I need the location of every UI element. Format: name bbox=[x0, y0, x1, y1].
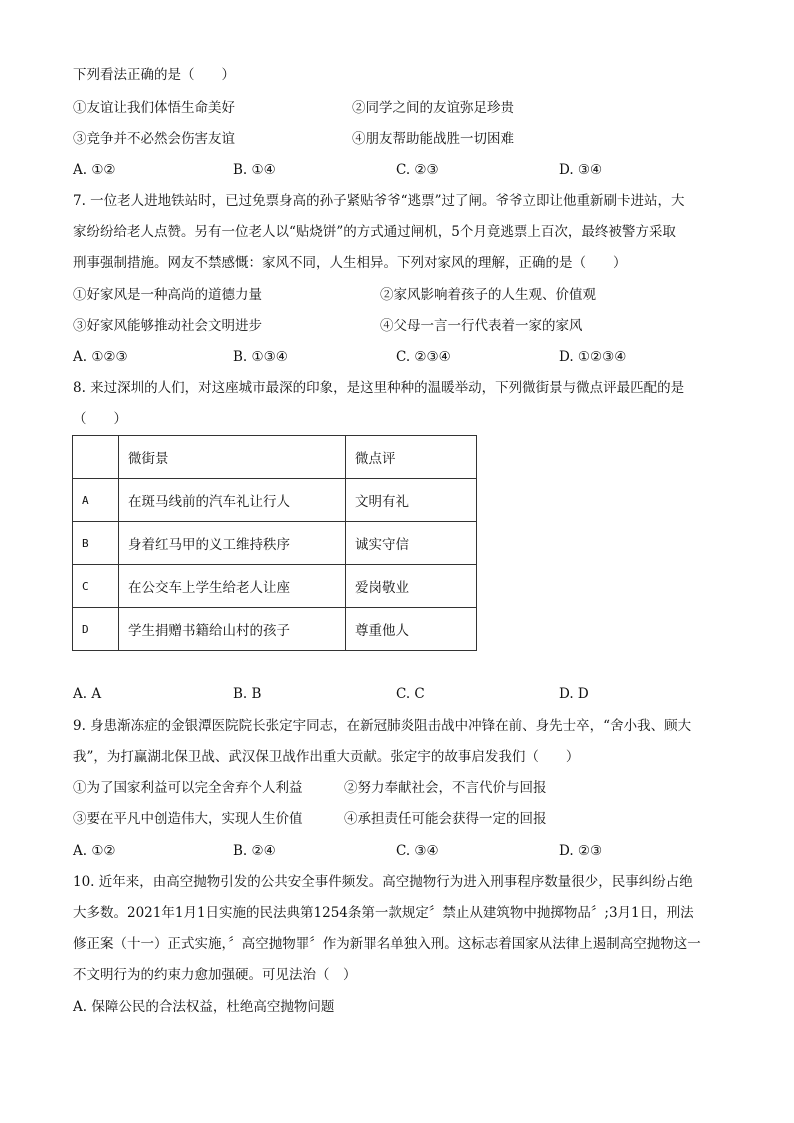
table-header-cell: 微街景 bbox=[119, 436, 346, 479]
q6-choice-c: C. ②③ bbox=[396, 162, 439, 178]
q7-statement-2: ②家风影响着孩子的人生观、价值观 bbox=[380, 287, 596, 303]
q10-choice-a: A. 保障公民的合法权益，杜绝高空抛物问题 bbox=[73, 999, 335, 1015]
table-row bbox=[73, 565, 477, 608]
q7-stem-line: 家纷纷给老人点赞。另有一位老人以“贴烧饼”的方式通过闸机，5个月竟逃票上百次，最终被警方采取 bbox=[73, 224, 676, 240]
q9-statement-2: ②努力奉献社会，不言代价与回报 bbox=[344, 780, 547, 796]
q7-statement-1: ①好家风是一种高尚的道德力量 bbox=[73, 287, 262, 303]
q10-stem-line: 修正案（十一）正式实施，〞高空抛物罪〞作为新罪名单独入刑。这标志着国家从法律上遏制高空抛物这一 bbox=[73, 936, 701, 952]
q7-stem-line: 7. 一位老人进地铁站时，已过免票身高的孙子紧贴爷爷“逃票”过了闸。爷爷立即让他重新刷卡进站，大 bbox=[73, 193, 685, 209]
table-cell-scene: 在斑马线前的汽车礼让行人 bbox=[119, 479, 346, 522]
q9-stem-line: 我”，为打赢湖北保卫战、武汉保卫战作出重大贡献。张定宇的故事启发我们（ ） bbox=[73, 749, 580, 765]
q8-choice-c: C. C bbox=[396, 686, 425, 702]
q8-choice-b: B. B bbox=[233, 686, 262, 702]
table-cell-letter: D bbox=[73, 608, 119, 651]
table-header-cell: 微点评 bbox=[346, 436, 477, 479]
q10-stem-line: 大多数。2021年1月1日实施的民法典第1254条第一款规定〞禁止从建筑物中抛掷物品〞;3月1日，刑法 bbox=[73, 905, 694, 921]
table-row bbox=[73, 479, 477, 522]
q10-stem-line: 10. 近年来，由高空抛物引发的公共安全事件频发。高空抛物行为进入刑事程序数量很少，民事纠纷占绝 bbox=[73, 874, 693, 890]
q6-choice-d: D. ③④ bbox=[559, 162, 603, 178]
table-cell-scene: 在公交车上学生给老人让座 bbox=[119, 565, 346, 608]
table-cell-letter: B bbox=[73, 522, 119, 565]
q6-statement-2: ②同学之间的友谊弥足珍贵 bbox=[352, 100, 514, 116]
table-row bbox=[73, 522, 477, 565]
q9-choice-a: A. ①② bbox=[73, 843, 116, 859]
table-row bbox=[73, 608, 477, 651]
q8-stem-line: 8. 来过深圳的人们，对这座城市最深的印象，是这里种种的温暖举动，下列微街景与微点评最匹配的是 bbox=[73, 380, 685, 396]
table-cell-comment: 尊重他人 bbox=[346, 608, 477, 651]
q9-choice-b: B. ②④ bbox=[233, 843, 276, 859]
table-cell-scene: 身着红马甲的义工维持秩序 bbox=[119, 522, 346, 565]
q9-choice-c: C. ③④ bbox=[396, 843, 439, 859]
q8-choice-d: D. D bbox=[559, 686, 589, 702]
q6-statement-1: ①友谊让我们体悟生命美好 bbox=[73, 100, 235, 116]
q6-choice-a: A. ①② bbox=[73, 162, 116, 178]
q6-choice-b: B. ①④ bbox=[233, 162, 276, 178]
q6-statement-4: ④朋友帮助能战胜一切困难 bbox=[352, 131, 514, 147]
table-cell-comment: 文明有礼 bbox=[346, 479, 477, 522]
q8-choice-a: A. A bbox=[73, 686, 102, 702]
q6-stem: 下列看法正确的是（ ） bbox=[73, 67, 235, 83]
q9-statement-1: ①为了国家利益可以完全舍弃个人利益 bbox=[73, 780, 303, 796]
q9-statement-4: ④承担责任可能会获得一定的回报 bbox=[344, 811, 547, 827]
q7-choice-b: B. ①③④ bbox=[233, 349, 288, 365]
table-header-row bbox=[73, 436, 477, 479]
table-header-cell bbox=[73, 436, 119, 479]
table-cell-comment: 爱岗敬业 bbox=[346, 565, 477, 608]
q7-choice-a: A. ①②③ bbox=[73, 349, 128, 365]
table-cell-letter: A bbox=[73, 479, 119, 522]
q9-statement-3: ③要在平凡中创造伟大，实现人生价值 bbox=[73, 811, 303, 827]
table-cell-scene: 学生捐赠书籍给山村的孩子 bbox=[119, 608, 346, 651]
q9-choice-d: D. ②③ bbox=[559, 843, 603, 859]
q7-choice-c: C. ②③④ bbox=[396, 349, 451, 365]
q10-stem-line: 不文明行为的约束力愈加强硬。可见法治（ ） bbox=[73, 967, 357, 983]
q8-stem-line: （ ） bbox=[73, 411, 127, 427]
q6-statement-3: ③竞争并不必然会伤害友谊 bbox=[73, 131, 235, 147]
table-cell-letter: C bbox=[73, 565, 119, 608]
q7-statement-3: ③好家风能够推动社会文明进步 bbox=[73, 318, 262, 334]
q8-table bbox=[72, 435, 477, 651]
q7-stem-line: 刑事强制措施。网友不禁感慨：家风不同，人生相异。下列对家风的理解，正确的是（ ） bbox=[73, 255, 627, 271]
q9-stem-line: 9. 身患渐冻症的金银潭医院院长张定宇同志，在新冠肺炎阻击战中冲锋在前、身先士卒，“舍小我、顾大 bbox=[73, 718, 692, 734]
q7-statement-4: ④父母一言一行代表着一家的家风 bbox=[380, 318, 583, 334]
table-cell-comment: 诚实守信 bbox=[346, 522, 477, 565]
q7-choice-d: D. ①②③④ bbox=[559, 349, 627, 365]
